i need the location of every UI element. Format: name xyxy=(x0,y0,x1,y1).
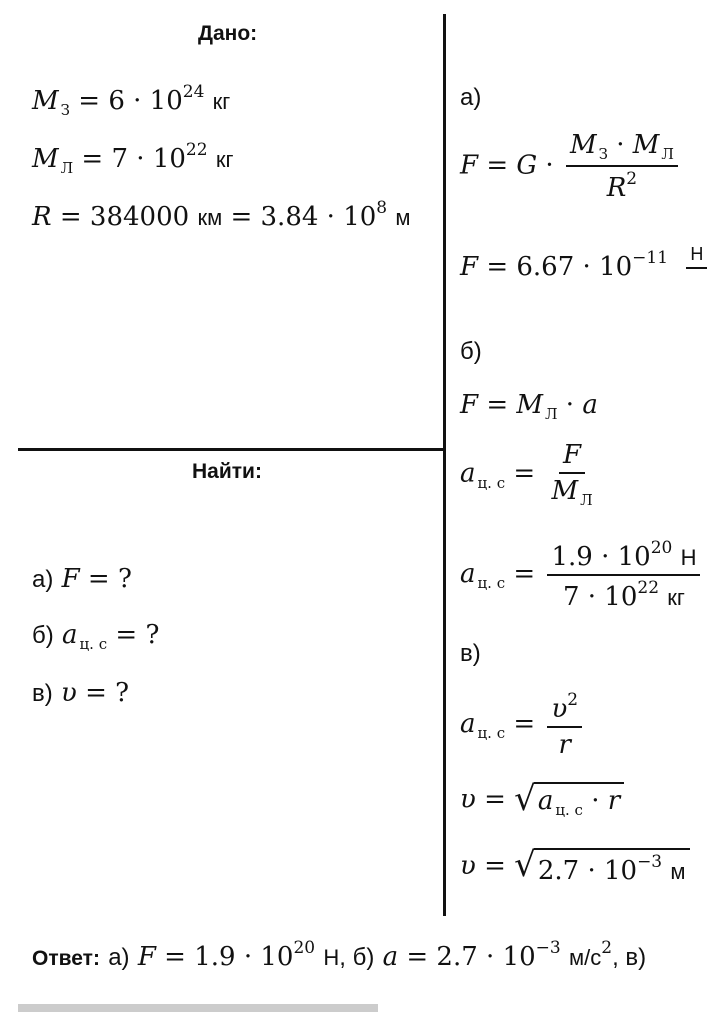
substitution-fraction: Н xyxy=(686,244,707,292)
find-velocity: в) υ = ? xyxy=(32,678,130,708)
answer-line: Ответ: а) $F = 1.9 \cdot 10^{20}$ Н, б) $a = 2.7 \cdot 10^{-3}$ $м/с^2$, в) xyxy=(32,938,647,972)
horizontal-scrollbar[interactable] xyxy=(18,1004,378,1012)
given-heading: Дано: xyxy=(198,22,258,45)
given-moon-mass: M $_Л = 7 \cdot 10^{22}$ кг xyxy=(32,140,234,177)
horizontal-divider xyxy=(18,448,446,451)
given-distance: R = 384000 км = $3.84 \cdot 10^8$ м xyxy=(32,198,411,232)
part-a-substitution: $F = 6.67 \cdot 10^{-11}$ Н xyxy=(460,244,711,292)
find-force: а) F = ? xyxy=(32,564,132,594)
part-c-velocity-substitution: υ = √ $2.7 \cdot 10^{-3}$ м xyxy=(460,848,690,886)
gravity-fraction: $\frac{M _З \cdot M _Л}{R^2}$ xyxy=(566,130,678,203)
given-earth-mass: M $_З = 6 \cdot 10^{24}$ кг xyxy=(32,82,231,119)
part-b-label: б) xyxy=(460,338,482,365)
part-c-label: в) xyxy=(460,640,481,667)
centripetal-fraction: $\frac{\upsilon^2}{r}$ xyxy=(547,690,582,760)
part-a-label: а) xyxy=(460,84,482,111)
part-c-velocity-formula: υ = √ a $_{ц. с}$ · r xyxy=(460,782,624,819)
square-root: √ a $_{ц. с}$ · r xyxy=(514,782,624,819)
acceleration-value-fraction: $\frac{1.9 \cdot 10^{20} Н}{7 \cdot 10^{22} кг}$ xyxy=(547,538,700,612)
part-b-newton: F = M $_Л$ · a xyxy=(460,390,598,423)
find-heading: Найти: xyxy=(192,460,262,483)
part-b-acceleration: a $_{ц. с}$ = $\frac{F}{M _Л}$ xyxy=(460,440,601,509)
acceleration-fraction: $\frac{F}{M _Л}$ xyxy=(551,440,593,509)
square-root-value: √ $2.7 \cdot 10^{-3}$ м xyxy=(514,848,689,886)
find-acceleration: б) a $_{ц. с}$ = ? xyxy=(32,620,160,653)
part-c-centripetal: a $_{ц. с}$ = $\frac{\upsilon^2}{r}$ xyxy=(460,690,586,760)
part-a-formula: F = G · $\frac{M _З \cdot M _Л}{R^2}$ xyxy=(460,130,682,203)
solution-pane xyxy=(446,0,720,915)
part-b-substitution: a $_{ц. с}$ = $\frac{1.9 \cdot 10^{20} Н}{7 \cdot 10^{22} кг}$ xyxy=(460,538,704,612)
